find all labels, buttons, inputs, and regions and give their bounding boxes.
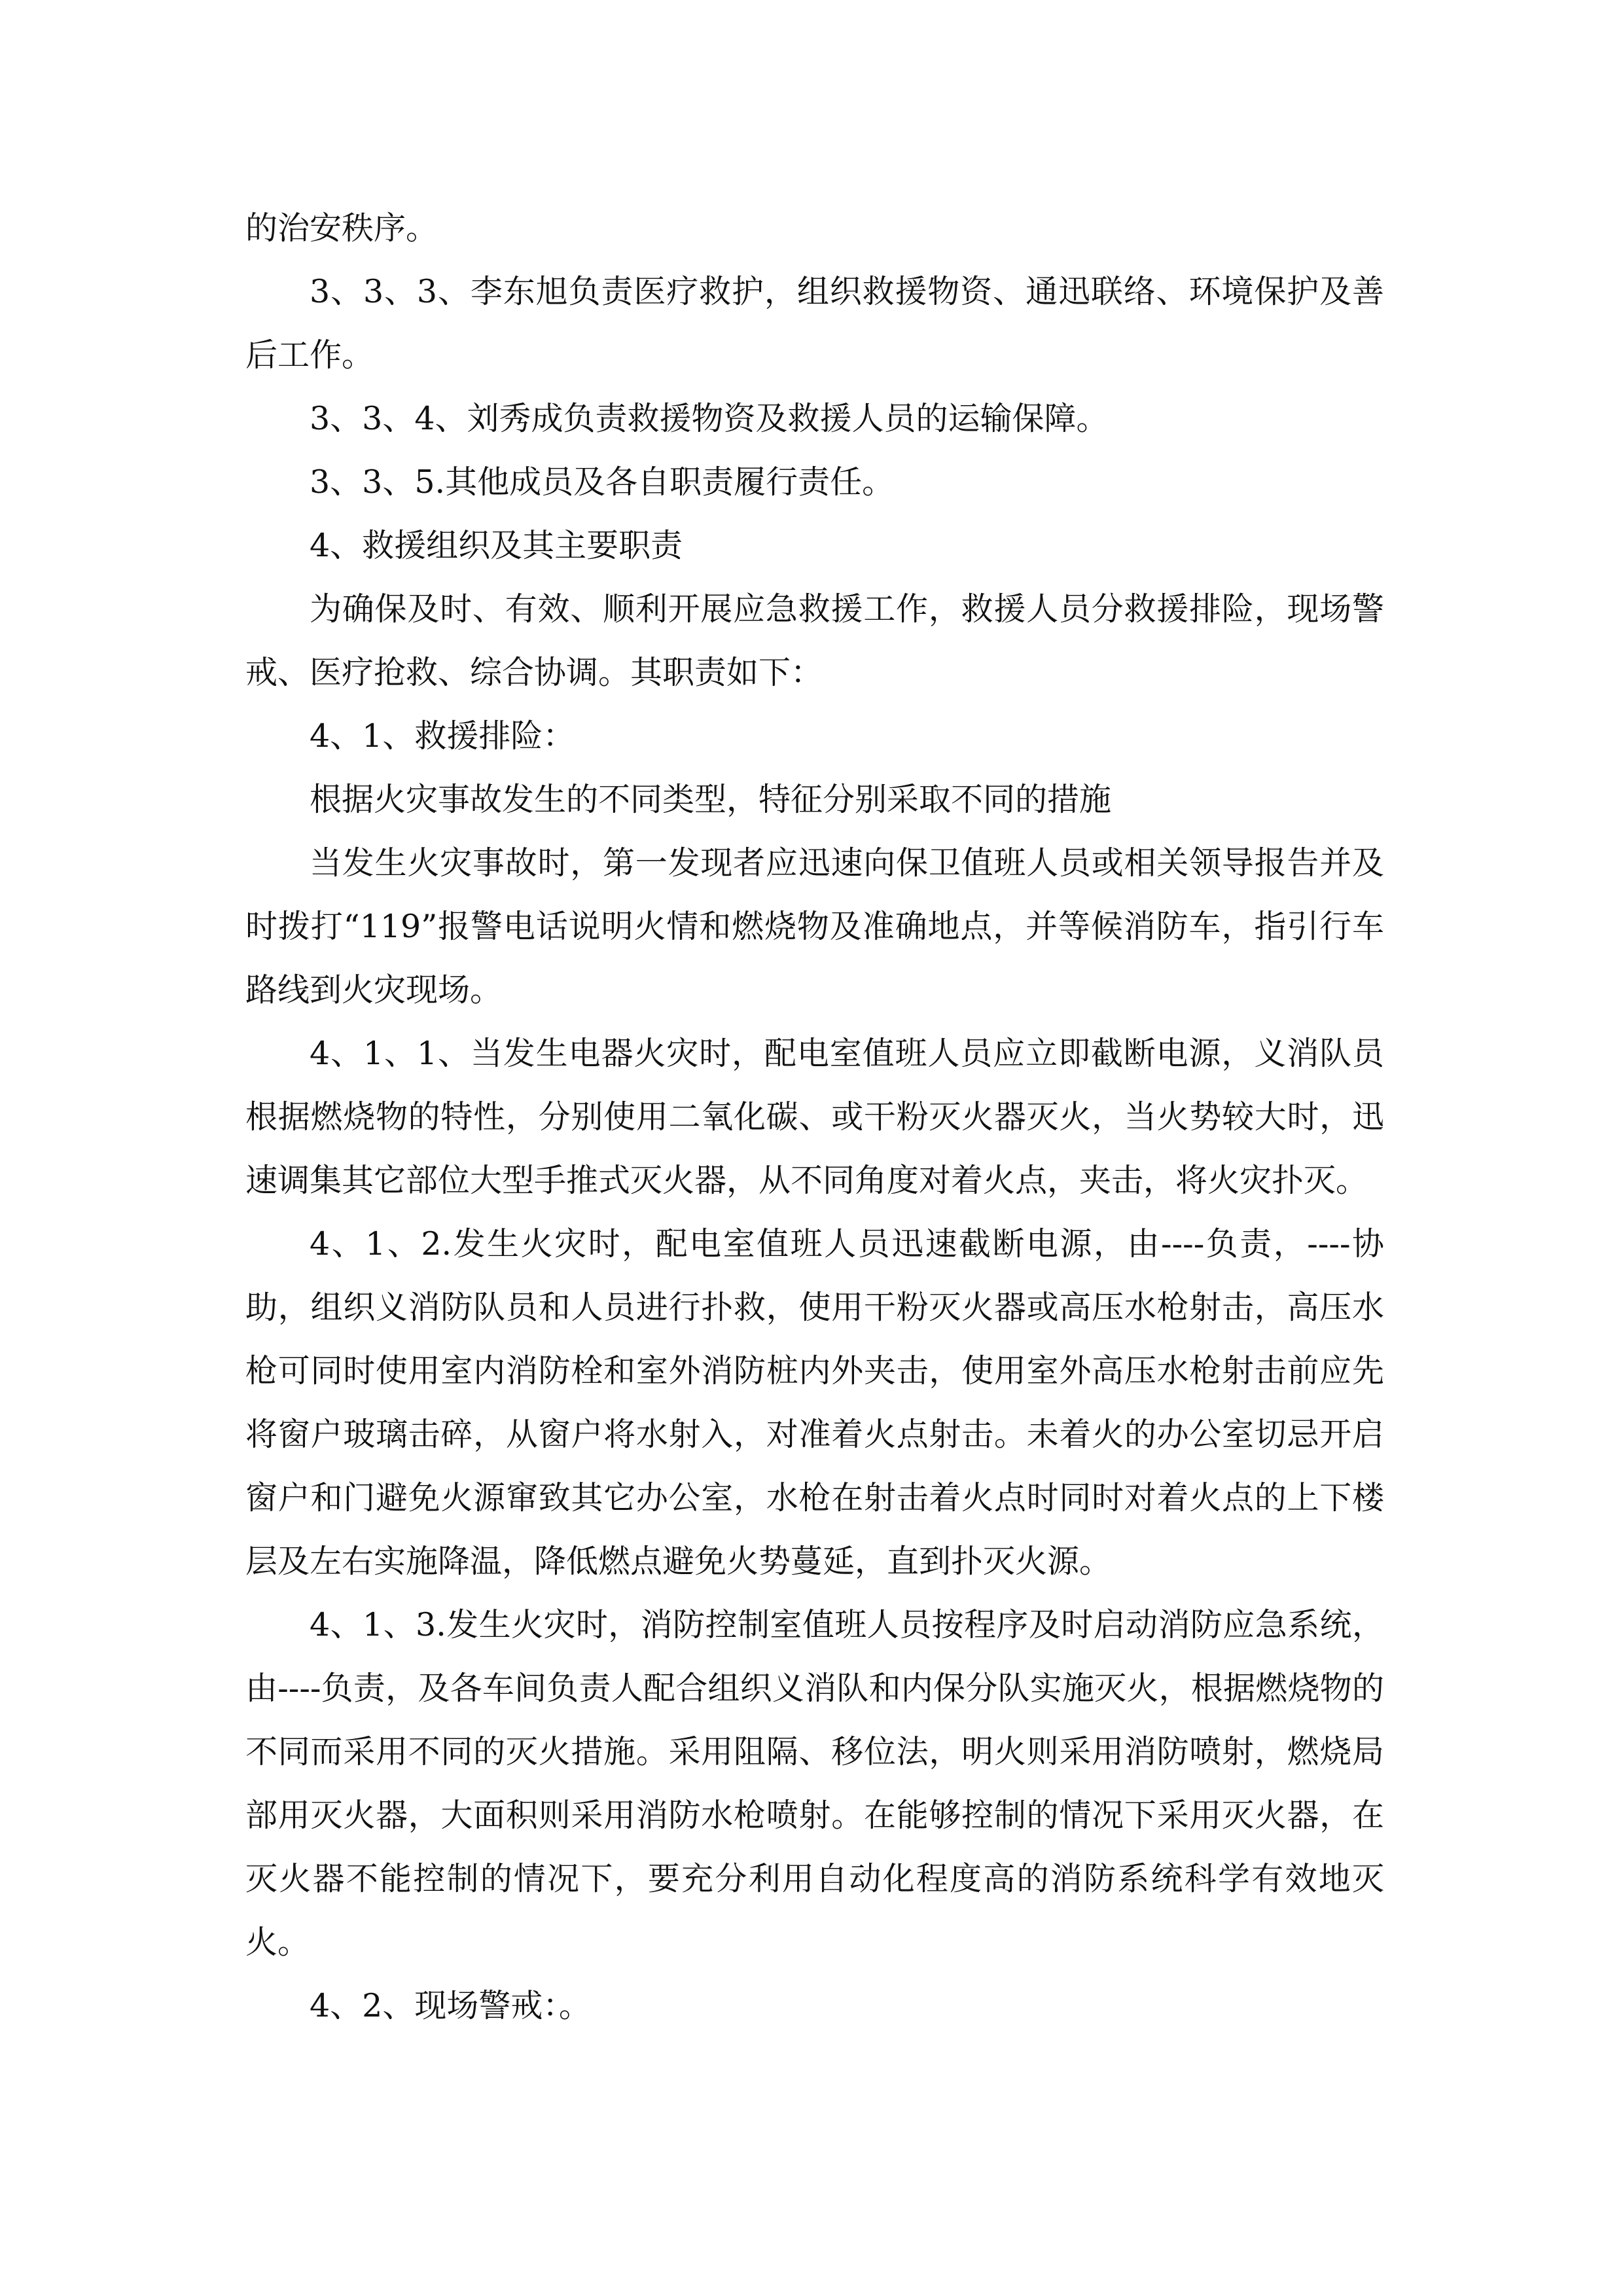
paragraph-measures-note: 根据火灾事故发生的不同类型，特征分别采取不同的措施 [310, 781, 1112, 818]
paragraph-fire-report: 当发生火灾事故时，第一发现者应迅速向保卫值班人员或相关领导报告并及时拨打“119”报警电话说明火情和燃烧物及准确地点，并等候消防车，指引行车路线到火灾现场。 [245, 844, 1384, 1009]
paragraph-rescue-intro: 为确保及时、有效、顺利开展应急救援工作，救援人员分救援排险，现场警戒、医疗抢救、综合协调。其职责如下： [245, 590, 1384, 691]
section-heading-4: 4、救援组织及其主要职责 [310, 527, 683, 564]
paragraph-3-3-3: 3、3、3、李东旭负责医疗救护，组织救援物资、通迅联络、环境保护及善后工作。 [245, 273, 1384, 374]
paragraph-continuation: 的治安秩序。 [245, 209, 438, 247]
paragraph-3-3-5: 3、3、5.其他成员及各自职责履行责任。 [310, 463, 895, 501]
paragraph-3-3-4: 3、3、4、刘秀成负责救援物资及救援人员的运输保障。 [310, 400, 1109, 437]
paragraph-4-1-2: 4、1、2.发生火灾时，配电室值班人员迅速截断电源，由----负责，----协助，组织义消防队员和人员进行扑救，使用干粉灭火器或高压水枪射击，高压水枪可同时使用室内消防栓和室外消防桩内外夹击，使用室外高压水枪射击前应先将窗户玻璃击碎，从窗户将水射入，对准着火点射击。未着火的办公室切忌开启窗户和门避免火源窜致其它办公室，水枪在射击着火点时同时对着火点的上下楼层及左右实施降温，降低燃点避免火势蔓延，直到扑灭火源。 [245, 1225, 1384, 1580]
section-heading-4-2: 4、2、现场警戒：。 [310, 1987, 591, 2024]
section-heading-4-1: 4、1、救援排险： [310, 717, 575, 755]
paragraph-4-1-1: 4、1、1、当发生电器火灾时，配电室值班人员应立即截断电源，义消队员根据燃烧物的特性，分别使用二氧化碳、或干粉灭火器灭火，当火势较大时，迅速调集其它部位大型手推式灭火器，从不同角度对着火点，夹击，将火灾扑灭。 [245, 1035, 1384, 1199]
paragraph-4-1-3: 4、1、3.发生火灾时，消防控制室值班人员按程序及时启动消防应急系统，由----负责，及各车间负责人配合组织义消队和内保分队实施灭火，根据燃烧物的不同而采用不同的灭火措施。采用阻隔、移位法，明火则采用消防喷射，燃烧局部用灭火器，大面积则采用消防水枪喷射。在能够控制的情况下采用灭火器，在灭火器不能控制的情况下，要充分利用自动化程度高的消防系统科学有效地灭火。 [245, 1606, 1384, 1961]
document-body [245, 196, 1384, 2037]
